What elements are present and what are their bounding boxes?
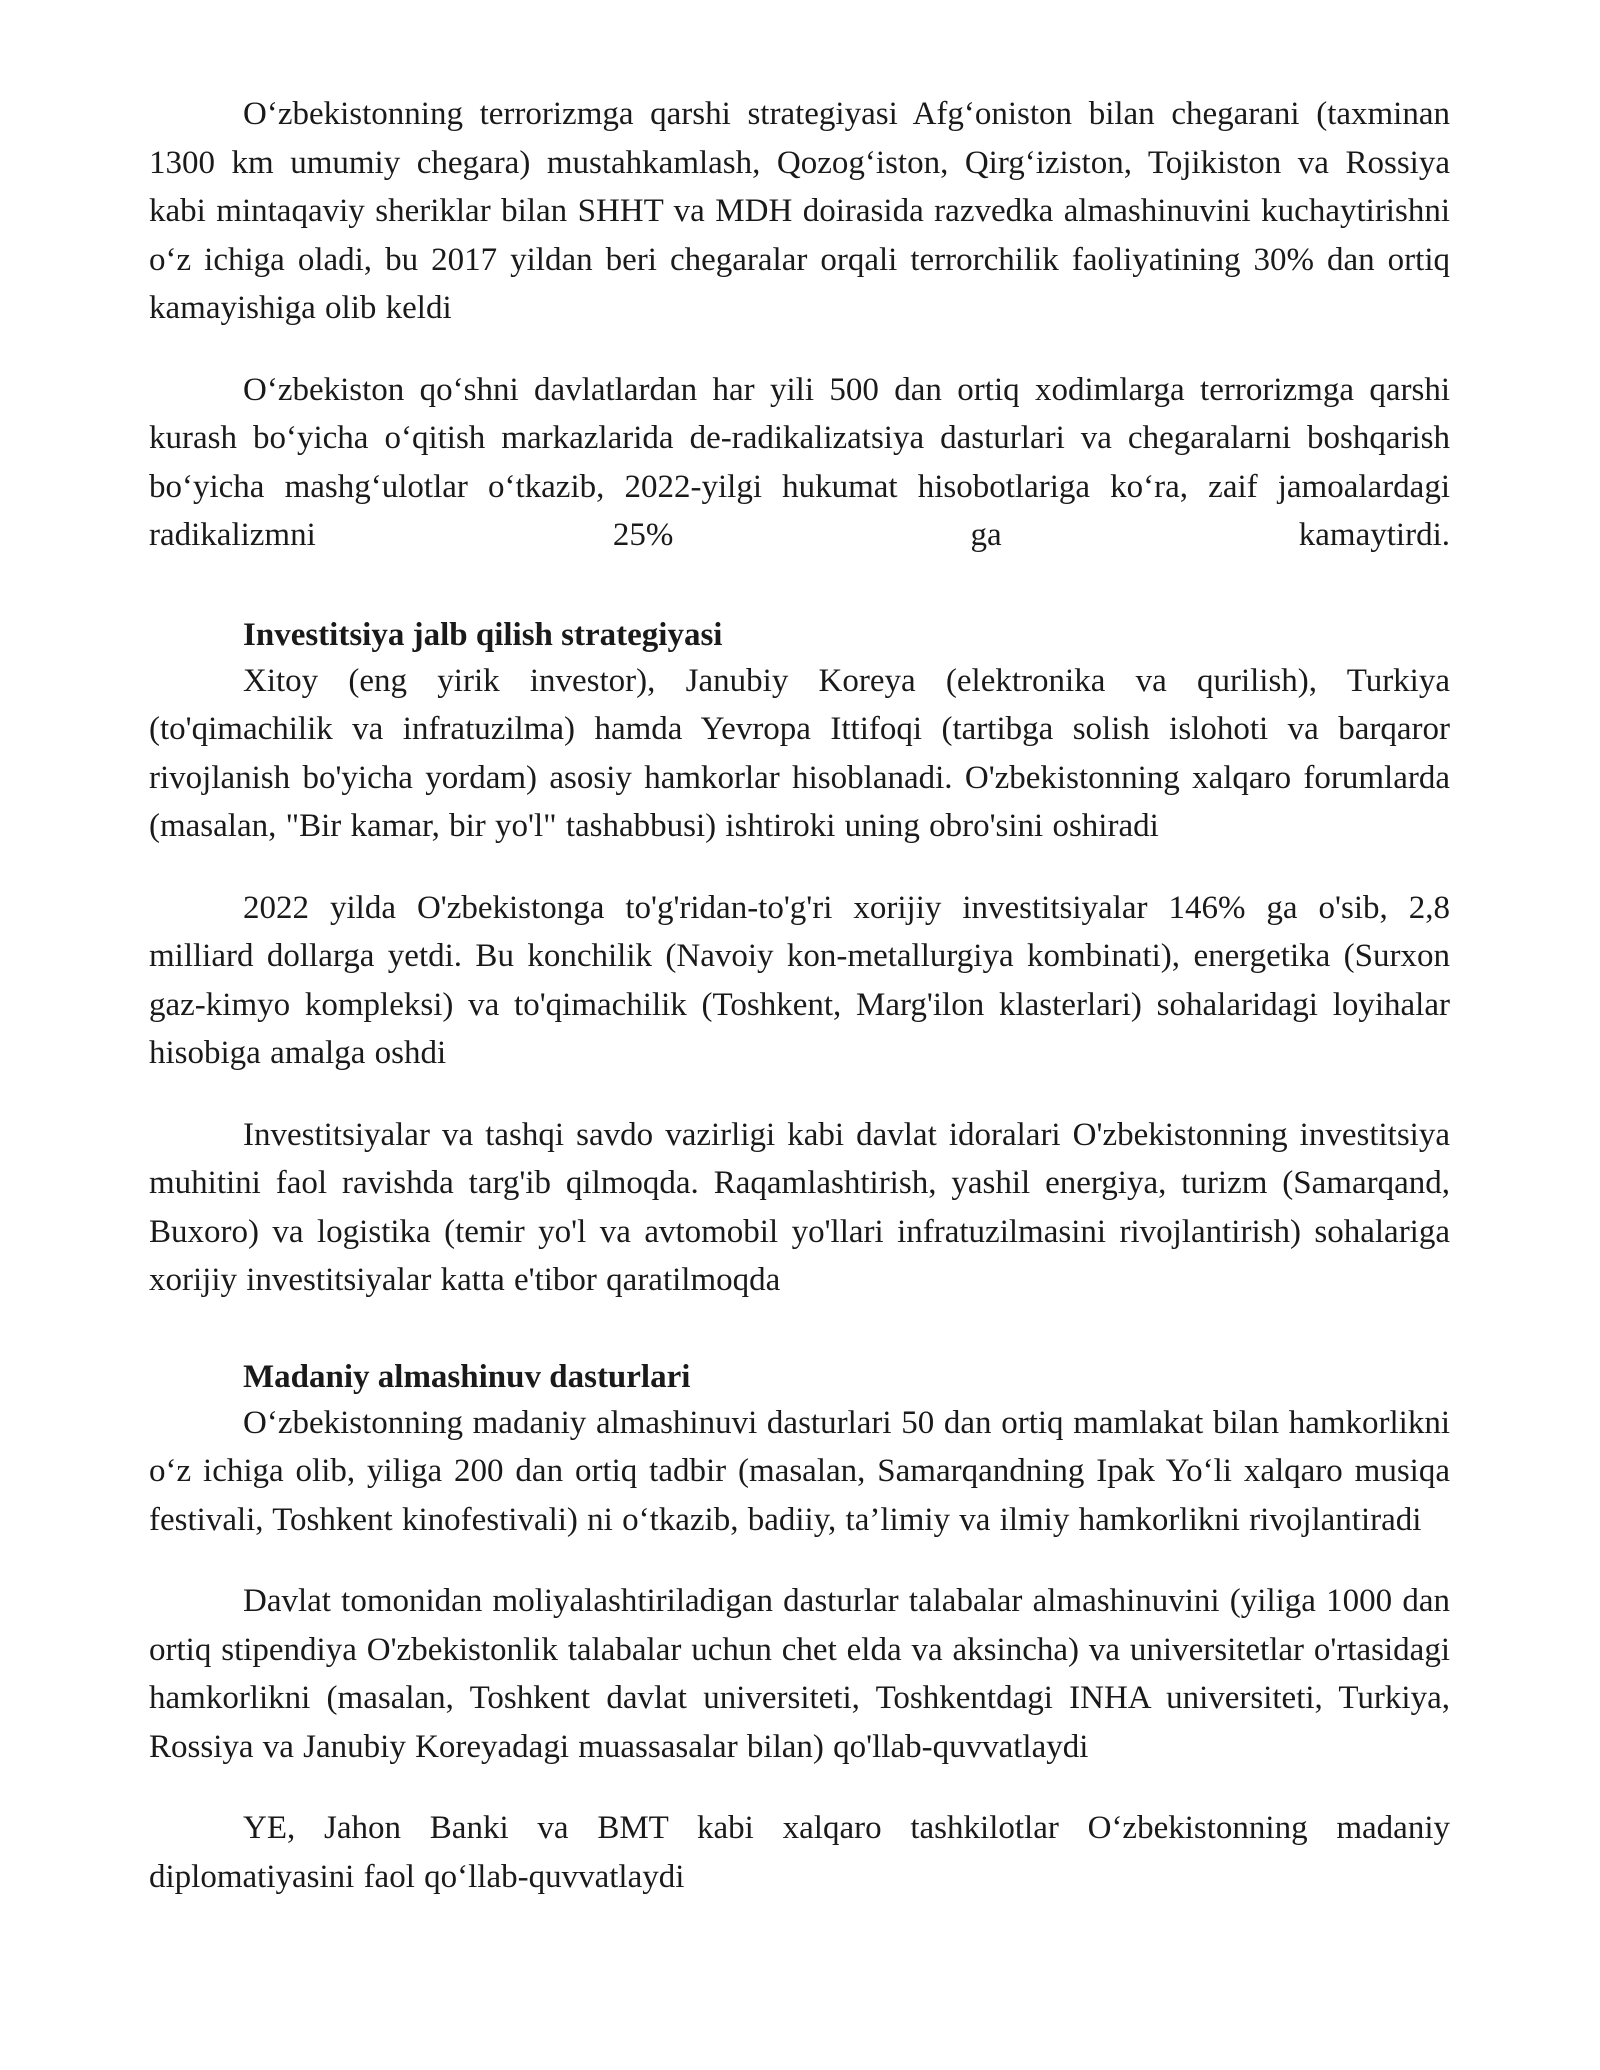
paragraph-deradicalization-training: O‘zbekiston qo‘shni davlatlardan har yili 500 dan ortiq xodimlarga terrorizmga qarshi kurash bo‘yicha o‘qitish markazlarida de-radikalizatsiya dasturlari va chegaralarni boshqarish bo‘yicha mashg‘ulotlar o‘tkazib, 2022-yilgi hukumat hisobotlariga ko‘ra, zaif jamoalardagi radikalizmni 25% ga kamaytirdi. <box>149 371 1450 553</box>
paragraph-fdi-growth: 2022 yilda O'zbekistonga to'g'ridan-to'g'ri xorijiy investitsiyalar 146% ga o'sib, 2,8 milliard dollarga yetdi. Bu konchilik (Navoiy kon-metallurgiya kombinati), energetika (Surxon gaz-kimyo kompleksi) va to'qimachilik (Toshkent, Marg'ilon klasterlari) sohalaridagi loyihalar hisobiga amalga oshdi <box>149 889 1450 1071</box>
paragraph-international-support: YE, Jahon Banki va BMT kabi xalqaro tashkilotlar O‘zbekistonning madaniy diplomatiyasini faol qo‘llab-quvvatlaydi <box>149 1810 1450 1895</box>
paragraph-investment-promotion: Investitsiyalar va tashqi savdo vazirligi kabi davlat idoralari O'zbekistonning investitsiya muhitini faol ravishda targ'ib qilmoqda. Raqamlashtirish, yashil energiya, turizm (Samarqand, Buxoro) va logistika (temir yo'l va avtomobil yo'llari infratuzilmasini rivojlantirish) sohalariga xorijiy investitsiyalar katta e'tibor qaratilmoqda <box>149 1116 1450 1298</box>
document-page <box>149 90 1450 1901</box>
paragraph-investment-partners: Xitoy (eng yirik investor), Janubiy Koreya (elektronika va qurilish), Turkiya (to'qimachilik va infratuzilma) hamda Yevropa Ittifoqi (tartibga solish islohoti va barqaror rivojlanish bo'yicha yordam) asosiy hamkorlar hisoblanadi. O'zbekistonning xalqaro forumlarda (masalan, "Bir kamar, bir yo'l" tashabbusi) ishtiroki uning obro'sini oshiradi <box>149 662 1450 844</box>
heading-investment-strategy: Investitsiya jalb qilish strategiyasi <box>243 616 723 653</box>
paragraph-student-exchange: Davlat tomonidan moliyalashtiriladigan dasturlar talabalar almashinuvini (yiliga 1000 dan ortiq stipendiya O'zbekistonlik talabalar uchun chet elda va aksincha) va universitetlar o'rtasidagi hamkorlikni (masalan, Toshkent davlat universiteti, Toshkentdagi INHA universiteti, Turkiya, Rossiya va Janubiy Koreyadagi muassasalar bilan) qo'llab-quvvatlaydi <box>149 1583 1450 1765</box>
heading-cultural-exchange: Madaniy almashinuv dasturlari <box>243 1358 691 1395</box>
paragraph-cultural-exchange-programs: O‘zbekistonning madaniy almashinuvi dasturlari 50 dan ortiq mamlakat bilan hamkorlikni o‘z ichiga olib, yiliga 200 dan ortiq tadbir (masalan, Samarqandning Ipak Yo‘li xalqaro musiqa festivali, Toshkent kinofestivali) ni o‘tkazib, badiiy, ta’limiy va ilmiy hamkorlikni rivojlantiradi <box>149 1404 1450 1538</box>
paragraph-counter-terrorism-strategy: O‘zbekistonning terrorizmga qarshi strategiyasi Afg‘oniston bilan chegarani (taxminan 1300 km umumiy chegara) mustahkamlash, Qozog‘iston, Qirg‘iziston, Tojikiston va Rossiya kabi mintaqaviy sheriklar bilan SHHT va MDH doirasida razvedka almashinuvini kuchaytirishni o‘z ichiga oladi, bu 2017 yildan beri chegaralar orqali terrorchilik faoliyatining 30% dan ortiq kamayishiga olib keldi <box>149 96 1450 326</box>
